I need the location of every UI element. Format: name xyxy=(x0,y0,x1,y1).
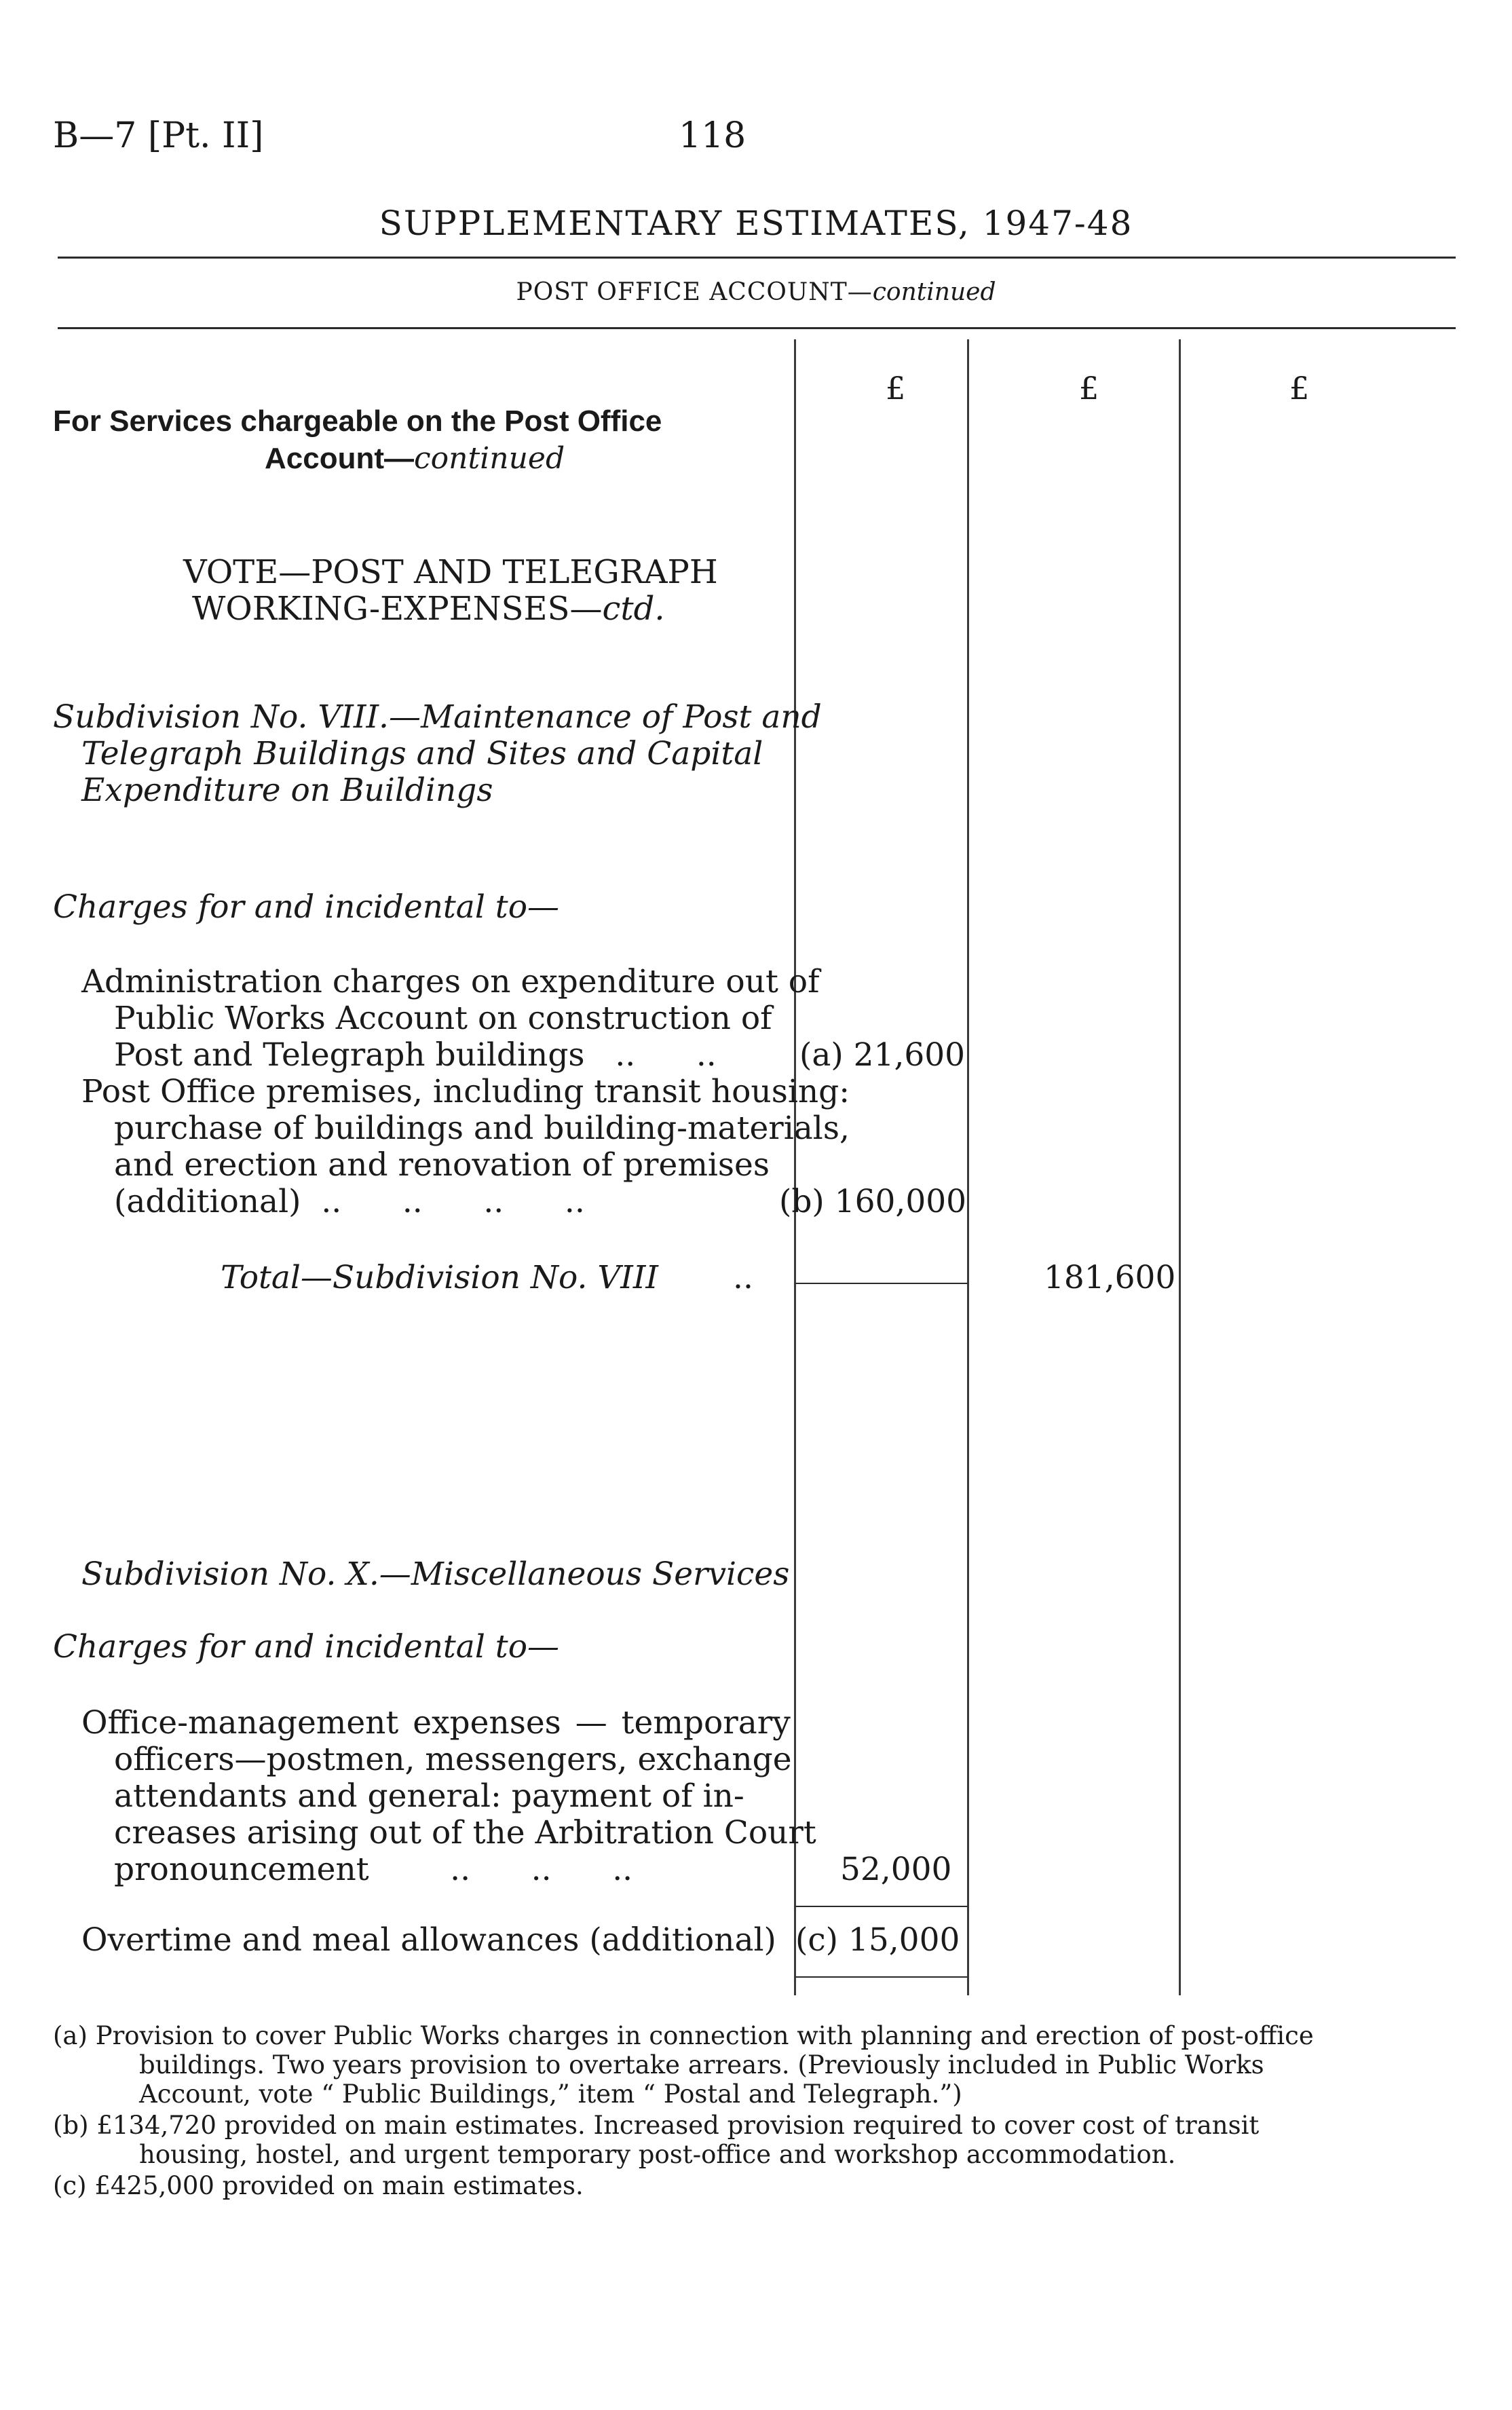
account-subtitle xyxy=(0,278,1512,306)
vote-title-main: WORKING-EXPENSES— xyxy=(192,590,603,628)
sub8-item2-line4: (additional) .. .. .. .. xyxy=(114,1183,585,1220)
footnote-a-line2: buildings. Two years provision to overtake arrears. (Previously included in Public Works xyxy=(139,2050,1264,2079)
column-header-2: £ xyxy=(1079,370,1099,407)
column-divider-1 xyxy=(794,339,796,1995)
sub10-item1-rule xyxy=(795,1906,968,1907)
sub8-heading-line2: Telegraph Buildings and Sites and Capital xyxy=(81,735,763,772)
sub8-total-label: Total—Subdivision No. VIII xyxy=(221,1259,658,1296)
sub8-item1-value: (a) 21,600 xyxy=(799,1036,966,1074)
column-header-1: £ xyxy=(886,370,906,407)
page-number: 118 xyxy=(679,115,746,156)
section-heading-line1: For Services chargeable on the Post Office xyxy=(53,404,662,438)
sub8-item2-line1: Post Office premises, including transit housing: xyxy=(81,1073,850,1110)
sub10-charges-label: Charges for and incidental to— xyxy=(53,1628,559,1665)
sub8-item1-line2: Public Works Account on construction of xyxy=(114,1000,772,1037)
sub10-item1-line1: Office-management expenses — temporary xyxy=(81,1704,791,1741)
title-rule xyxy=(58,257,1456,259)
paper-reference: B—7 [Pt. II] xyxy=(53,115,264,156)
vote-title-line1: VOTE—POST AND TELEGRAPH xyxy=(183,553,718,591)
sub10-item1-line4: creases arising out of the Arbitration Court xyxy=(114,1814,816,1851)
footnote-b-line1: (b) £134,720 provided on main estimates. Increased provision required to cover cost of transit xyxy=(53,2111,1260,2140)
vote-title-line2 xyxy=(192,590,665,628)
sub10-item2-value: (c) 15,000 xyxy=(795,1921,960,1959)
sub8-item1-line1: Administration charges on expenditure out of xyxy=(81,963,820,1000)
sub10-item2-rule xyxy=(795,1976,968,1978)
sub8-item2-value: (b) 160,000 xyxy=(779,1183,967,1220)
section-heading-continued: continued xyxy=(414,441,565,476)
sub8-total-rule xyxy=(795,1283,968,1284)
account-subtitle-main: POST OFFICE ACCOUNT— xyxy=(516,278,873,306)
footnote-c-line1: (c) £425,000 provided on main estimates. xyxy=(53,2171,584,2200)
sub8-heading-line1: Subdivision No. VIII.—Maintenance of Post and xyxy=(53,698,822,736)
column-divider-3 xyxy=(1179,339,1181,1995)
footnote-b-line2: housing, hostel, and urgent temporary post-office and workshop accommodation. xyxy=(139,2140,1176,2169)
sub8-item2-line2: purchase of buildings and building-materials, xyxy=(114,1110,850,1147)
page-title: SUPPLEMENTARY ESTIMATES, 1947-48 xyxy=(379,204,1133,243)
sub8-total-dots: .. xyxy=(733,1259,753,1296)
section-heading-account: Account— xyxy=(265,442,414,475)
footnote-a-line3: Account, vote “ Public Buildings,” item “ Postal and Telegraph.”) xyxy=(139,2079,962,2109)
sub8-charges-label: Charges for and incidental to— xyxy=(53,888,559,926)
column-divider-2 xyxy=(967,339,969,1995)
sub8-heading-line3: Expenditure on Buildings xyxy=(81,772,493,809)
sub10-item2-label: Overtime and meal allowances (additional) xyxy=(81,1921,776,1959)
sub10-item1-line2: officers—postmen, messengers, exchange xyxy=(114,1741,792,1778)
vote-title-ctd: ctd. xyxy=(602,590,665,628)
section-heading-line2 xyxy=(265,441,565,476)
subtitle-rule xyxy=(58,327,1456,329)
sub8-total-value: 181,600 xyxy=(1044,1259,1176,1296)
column-header-3: £ xyxy=(1289,370,1310,407)
sub10-heading: Subdivision No. X.—Miscellaneous Services xyxy=(81,1556,790,1593)
sub8-item2-line3: and erection and renovation of premises xyxy=(114,1146,770,1184)
account-subtitle-continued: continued xyxy=(872,278,996,306)
sub8-item1-line3: Post and Telegraph buildings .. .. xyxy=(114,1036,717,1074)
sub10-item1-line3: attendants and general: payment of in- xyxy=(114,1777,744,1815)
sub10-item1-line5: pronouncement .. .. .. xyxy=(114,1851,633,1888)
footnote-a-line1: (a) Provision to cover Public Works charges in connection with planning and erection of post-office xyxy=(53,2021,1314,2050)
sub10-item1-value: 52,000 xyxy=(840,1851,952,1888)
